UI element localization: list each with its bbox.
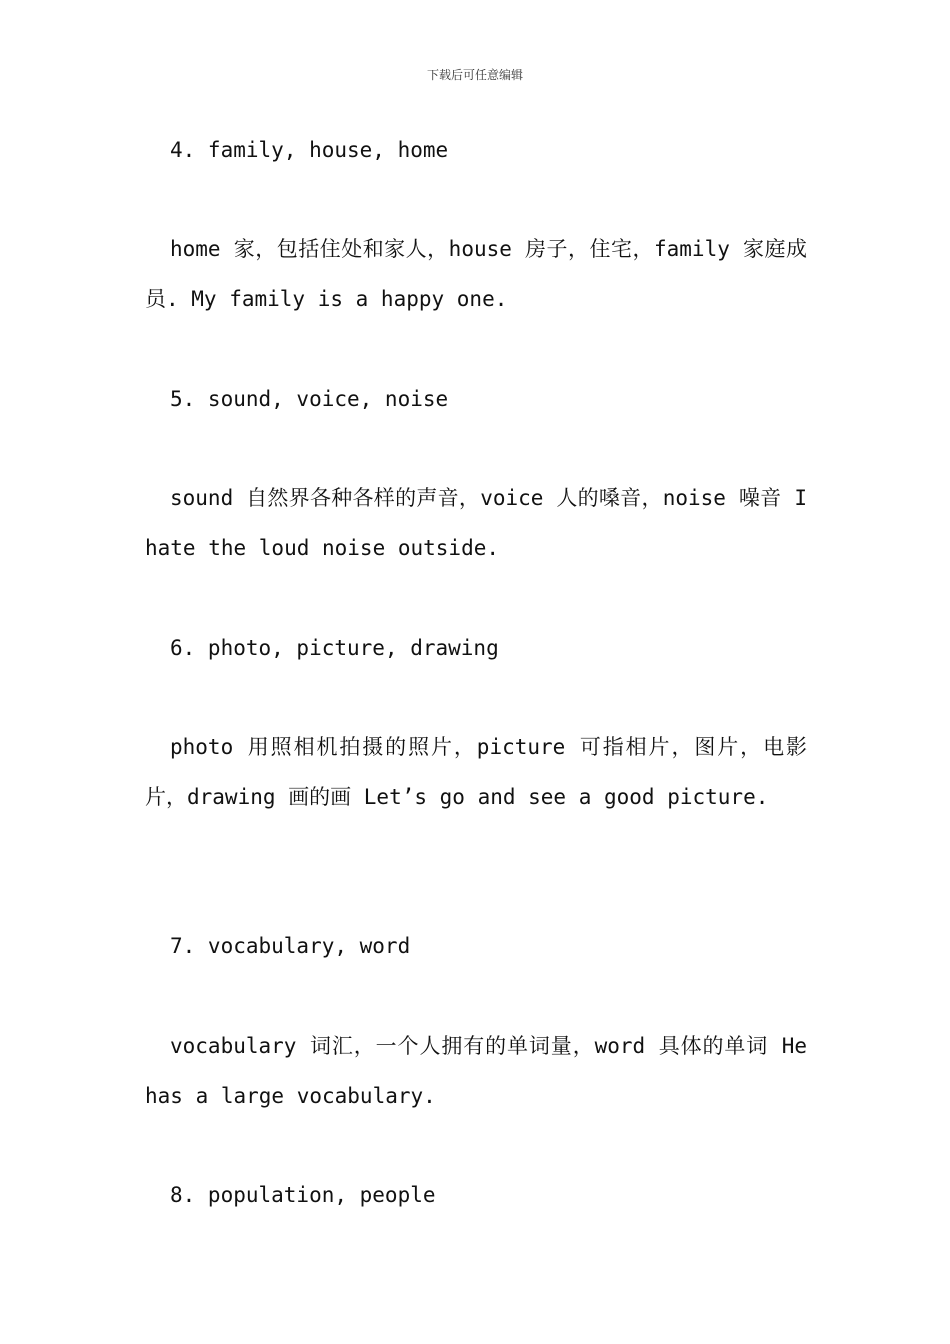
page-header: 下载后可任意编辑 — [426, 68, 523, 82]
item-7-body: vocabulary 词汇，一个人拥有的单词量，word 具体的单词 He has a large vocabulary. — [145, 1034, 807, 1108]
item-6-heading: 6. photo, picture, drawing — [170, 636, 499, 660]
item-7-heading: 7. vocabulary, word — [170, 934, 411, 958]
item-5-heading: 5. sound, voice, noise — [170, 387, 449, 411]
item-5-body: sound 自然界各种各样的声音，voice 人的嗓音，noise 噪音 I hate the loud noise outside. — [145, 486, 807, 560]
item-6-body: photo 用照相机拍摄的照片，picture 可指相片，图片，电影片，drawing 画的画 Let’s go and see a good picture. — [145, 735, 807, 809]
item-8-heading: 8. population, people — [170, 1183, 436, 1207]
item-4-body: home 家，包括住处和家人，house 房子，住宅，family 家庭成员. My family is a happy one. — [145, 237, 807, 311]
item-4-heading: 4. family, house, home — [170, 138, 449, 162]
